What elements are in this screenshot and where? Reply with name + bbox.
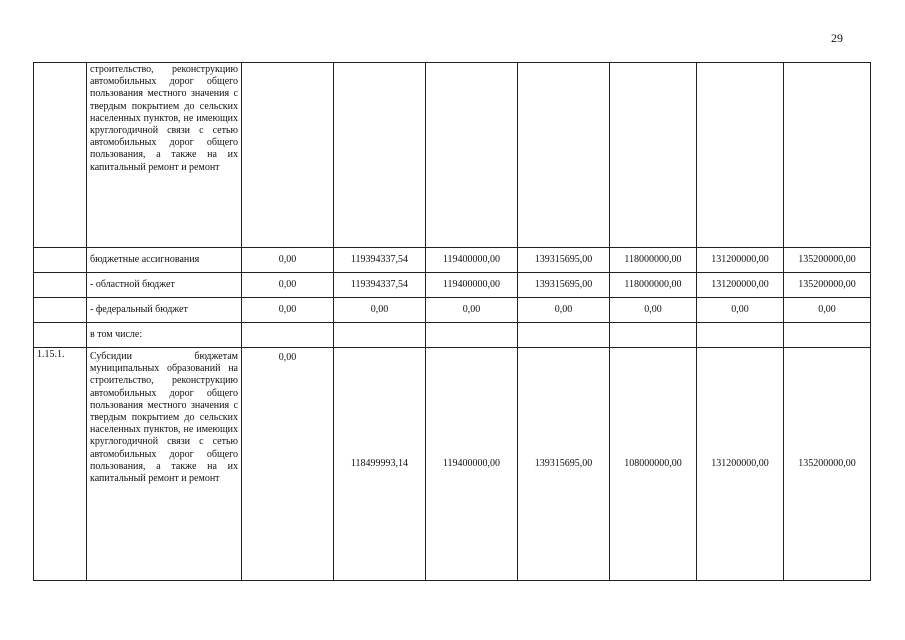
- value-cell: 0,00: [242, 248, 334, 273]
- row-code: [34, 323, 87, 348]
- value-cell: [518, 323, 610, 348]
- page-number: 29: [831, 31, 843, 45]
- value-cell: [784, 323, 871, 348]
- row-code: [34, 63, 87, 248]
- value-cell: 135200000,00: [784, 348, 871, 581]
- value-cell: [518, 63, 610, 248]
- value-cell: 131200000,00: [697, 273, 784, 298]
- value-cell: [610, 63, 697, 248]
- row-code: [34, 298, 87, 323]
- value-cell: [334, 323, 426, 348]
- table-row: [34, 348, 871, 581]
- value-cell: 119400000,00: [426, 348, 518, 581]
- value-cell: 139315695,00: [518, 273, 610, 298]
- row-code: 1.15.1.: [34, 348, 87, 581]
- value-cell: 131200000,00: [697, 248, 784, 273]
- table-row: [34, 298, 871, 323]
- value-cell: 118000000,00: [610, 248, 697, 273]
- row-name: в том числе:: [87, 323, 242, 348]
- value-cell: [334, 63, 426, 248]
- value-cell: 118000000,00: [610, 273, 697, 298]
- budget-table: [33, 62, 871, 581]
- value-cell: [242, 63, 334, 248]
- table-row: [34, 273, 871, 298]
- value-cell: 118499993,14: [334, 348, 426, 581]
- value-cell: 131200000,00: [697, 348, 784, 581]
- value-cell: 119394337,54: [334, 273, 426, 298]
- value-cell: 139315695,00: [518, 348, 610, 581]
- row-code: [34, 248, 87, 273]
- value-cell: [242, 323, 334, 348]
- value-cell: 0,00: [242, 298, 334, 323]
- value-cell: 119394337,54: [334, 248, 426, 273]
- row-name: - федеральный бюджет: [87, 298, 242, 323]
- value-cell: 0,00: [518, 298, 610, 323]
- value-cell: [697, 63, 784, 248]
- table-row: [34, 323, 871, 348]
- value-cell: 0,00: [610, 298, 697, 323]
- value-cell: [426, 323, 518, 348]
- value-cell: 135200000,00: [784, 273, 871, 298]
- value-cell: 0,00: [334, 298, 426, 323]
- row-name: бюджетные ассигнования: [87, 248, 242, 273]
- value-cell: 0,00: [697, 298, 784, 323]
- value-cell: 0,00: [242, 348, 334, 581]
- value-cell: 0,00: [426, 298, 518, 323]
- value-cell: 108000000,00: [610, 348, 697, 581]
- value-cell: 0,00: [784, 298, 871, 323]
- row-name: - областной бюджет: [87, 273, 242, 298]
- table-row: [34, 248, 871, 273]
- value-cell: [784, 63, 871, 248]
- value-cell: 139315695,00: [518, 248, 610, 273]
- value-cell: 119400000,00: [426, 248, 518, 273]
- value-cell: [697, 323, 784, 348]
- row-code: [34, 273, 87, 298]
- value-cell: 135200000,00: [784, 248, 871, 273]
- row-name: строительство, реконструкцию автомобильных дорог общего пользования местного значения с твердым покрытием до сельских населенных пунктов, не имеющих круглогодичной связи с сетью автомобильных дорог общего пользования, а также на их капитальный ремонт и ремонт: [87, 63, 242, 248]
- value-cell: 0,00: [242, 273, 334, 298]
- value-cell: 119400000,00: [426, 273, 518, 298]
- table-row: [34, 63, 871, 248]
- row-name: Субсидии бюджетам муниципальных образований на строительство, реконструкцию автомобильных дорог общего пользования местного значения с твердым покрытием до сельских населенных пунктов, не имеющих круглогодичной связи с сетью автомобильных дорог общего пользования, а также на их капитальный ремонт и ремонт: [87, 348, 242, 581]
- value-cell: [426, 63, 518, 248]
- value-cell: [610, 323, 697, 348]
